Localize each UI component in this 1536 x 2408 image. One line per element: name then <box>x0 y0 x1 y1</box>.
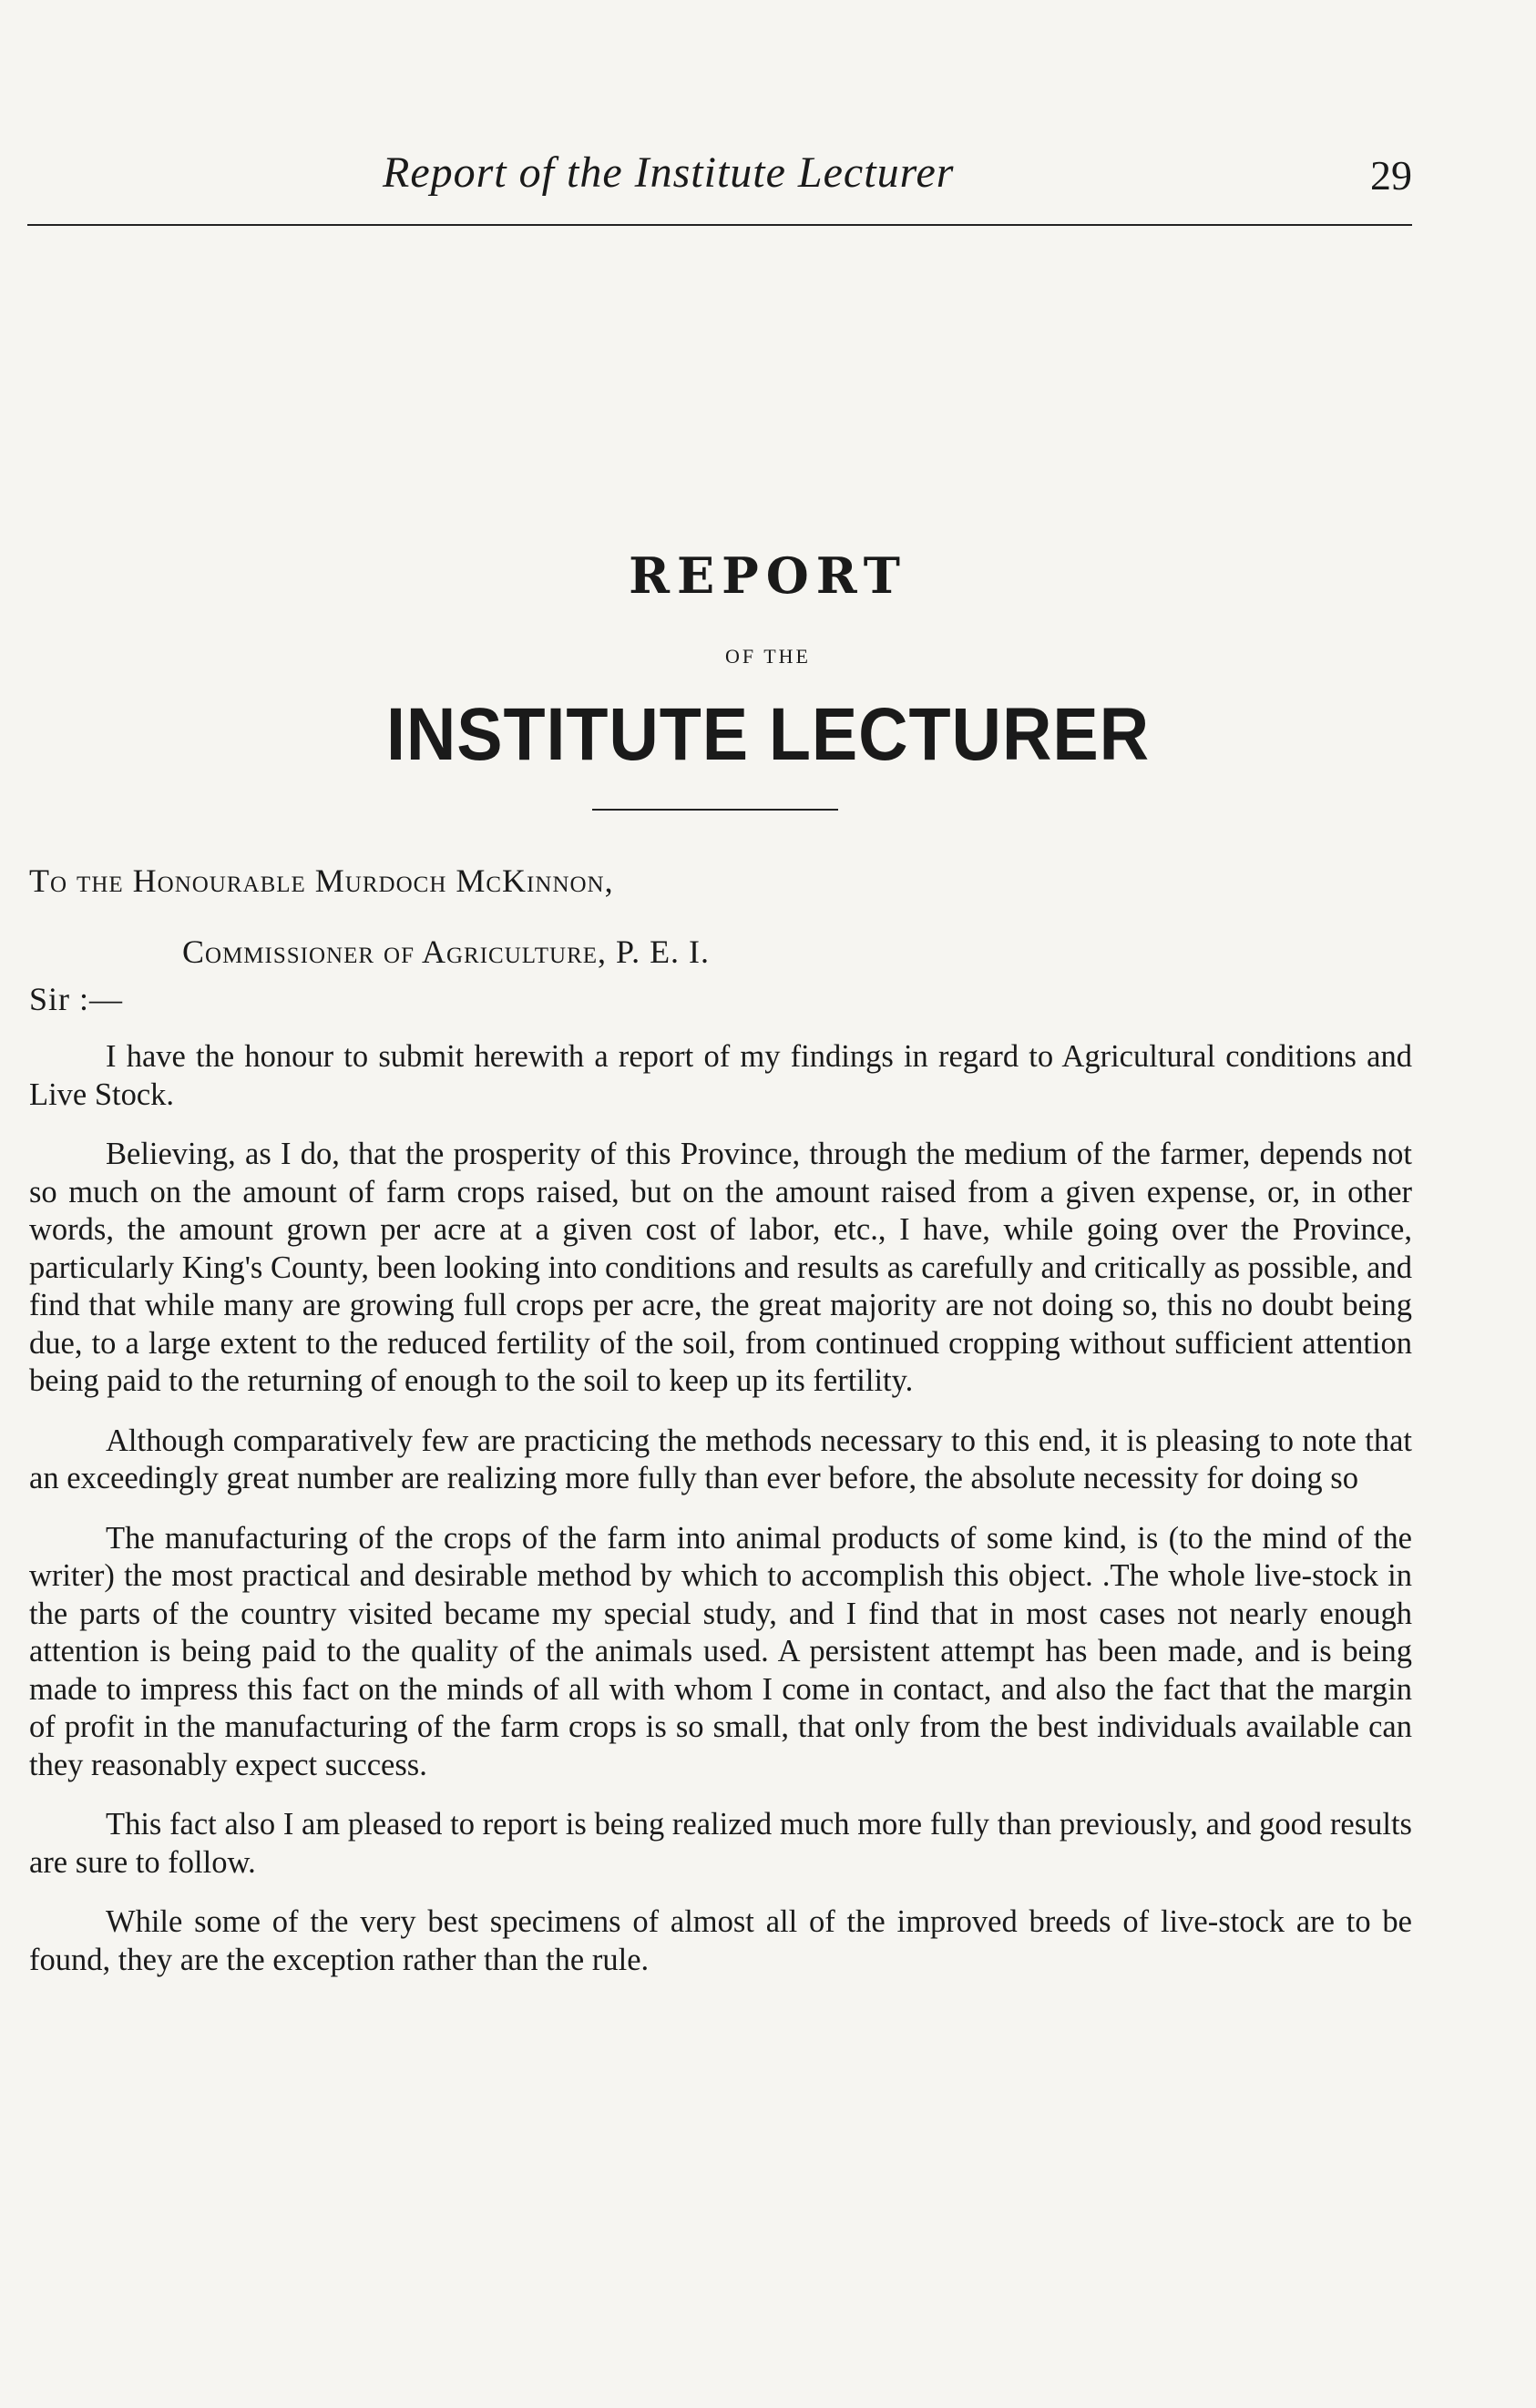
title-rule <box>592 809 838 811</box>
paragraph-1: I have the honour to submit herewith a report of my findings in regard to Agricultural conditions and Live Stock. <box>29 1039 1412 1112</box>
paragraph-3: Although comparatively few are practicing the methods necessary to this end, it is pleasing to note that an exceedingly great number are realizing more fully than ever before, the absolute necessity for doing so <box>29 1423 1412 1495</box>
header-rule <box>27 224 1412 226</box>
title-of-the: OF THE <box>725 645 811 668</box>
paragraph-6: While some of the very best specimens of almost all of the improved breeds of live-stock are to be found, they are the exception rather than the rule. <box>29 1904 1412 1977</box>
running-header <box>27 146 1412 209</box>
title-report: REPORT <box>629 546 907 605</box>
title-institute-lecturer: INSTITUTE LECTURER <box>385 693 1151 776</box>
salutation: Sir :— <box>29 981 124 1017</box>
addressee-title: Commissioner of Agriculture, P. E. I. <box>182 934 711 970</box>
page-number: 29 <box>1370 152 1412 199</box>
running-title: Report of the Institute Lecturer <box>383 148 955 197</box>
addressee-line: To the Honourable Murdoch McKinnon, <box>29 862 614 899</box>
report-body <box>29 1038 1412 2001</box>
paragraph-4: The manufacturing of the crops of the farm into animal products of some kind, is (to the mind of the writer) the most practical and desirable method by which to accomplish this object. .The whole live-stock in the parts of the country visited became my special study, and I find that in most cases not nearly enough attention is being paid to the quality of the animals used. A persistent attempt has been made, and is being made to impress this fact on the minds of all with whom I come in contact, and also the fact that the margin of profit in the manufacturing of the farm crops is so small, that only from the best individuals available can they reasonably expect success. <box>29 1520 1412 1782</box>
paragraph-5: This fact also I am pleased to report is being realized much more fully than previously, and good results are sure to follow. <box>29 1807 1412 1880</box>
paragraph-2: Believing, as I do, that the prosperity of this Province, through the medium of the farmer, depends not so much on the amount of farm crops raised, but on the amount raised from a given expense, or, in other words, the amount grown per acre at a given cost of labor, etc., I have, while going over the Province, particularly King's County, been looking into conditions and results as carefully and critically as possible, and find that while many are growing full crops per acre, the great majority are not doing so, this no doubt being due, to a large extent to the reduced fertility of the soil, from continued cropping without sufficient attention being paid to the returning of enough to the soil to keep up its fertility. <box>29 1137 1412 1398</box>
